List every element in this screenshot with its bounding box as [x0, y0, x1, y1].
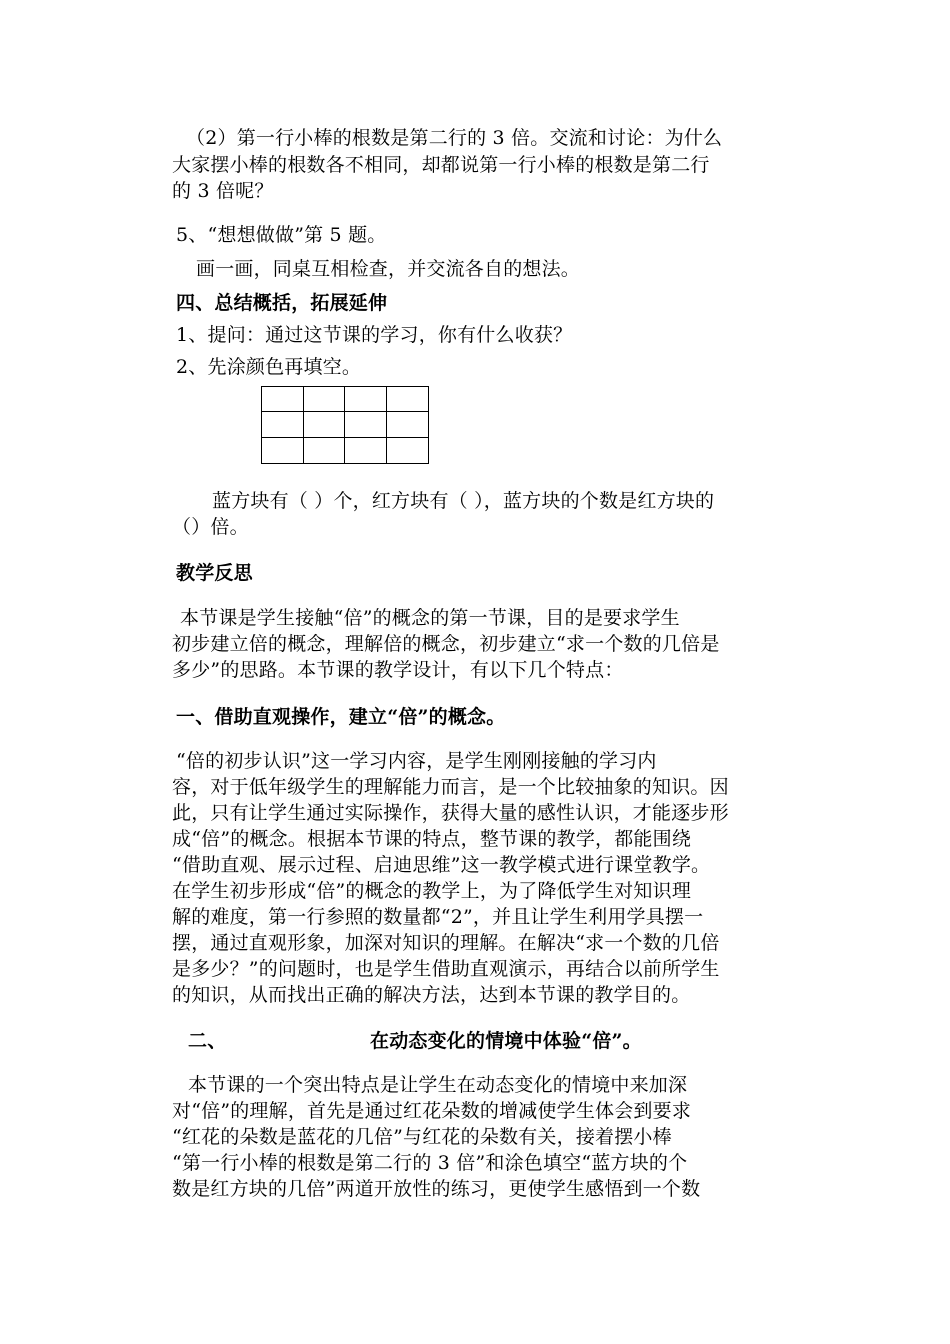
paragraph-line: 摆，通过直观形象，加深对知识的理解。在解决“求一个数的几倍: [172, 932, 720, 954]
paragraph-line: 是多少？”的问题时，也是学生借助直观演示，再结合以前所学生: [172, 958, 720, 980]
reflection-heading: 教学反思: [176, 562, 253, 584]
paragraph-line: “第一行小棒的根数是第二行的 3 倍”和涂色填空“蓝方块的个: [172, 1152, 688, 1174]
fill-in-line: 蓝方块有（ ）个，红方块有（ ），蓝方块的个数是红方块的: [212, 490, 715, 512]
exercise-instruction: 画一画，同桌互相检查，并交流各自的想法。: [196, 258, 581, 280]
grid-cell: [387, 438, 429, 463]
paragraph-line: 的知识，从而找出正确的解决方法，达到本节课的教学目的。: [172, 984, 691, 1006]
grid-cell: [345, 438, 387, 463]
paragraph-line: 此，只有让学生通过实际操作，获得大量的感性认识，才能逐步形: [172, 802, 729, 824]
point-number: 二、: [188, 1030, 227, 1052]
paragraph-line: 大家摆小棒的根数各不相同，却都说第一行小棒的根数是第二行: [172, 154, 710, 176]
coloring-grid: [261, 386, 429, 464]
paragraph-line: 成“倍”的概念。根据本节课的特点，整节课的教学，都能围绕: [172, 828, 692, 850]
paragraph-line: 本节课是学生接触“倍”的概念的第一节课，目的是要求学生: [180, 607, 680, 629]
point-heading: 一、借助直观操作，建立“倍”的概念。: [176, 706, 506, 728]
paragraph-line: 多少”的思路。本节课的教学设计，有以下几个特点：: [172, 659, 624, 681]
paragraph-line: 的 3 倍呢？: [172, 180, 274, 202]
fill-in-line: （）倍。: [172, 516, 249, 538]
paragraph-line: 对“倍”的理解，首先是通过红花朵数的增减使学生体会到要求: [172, 1100, 692, 1122]
grid-cell: [262, 438, 304, 463]
grid-cell: [304, 412, 346, 437]
paragraph-line: 本节课的一个突出特点是让学生在动态变化的情境中来加深: [188, 1074, 688, 1096]
grid-cell: [387, 387, 429, 412]
paragraph-line: （2）第一行小棒的根数是第二行的 3 倍。交流和讨论：为什么: [186, 127, 723, 149]
paragraph-line: 解的难度，第一行参照的数量都“2”，并且让学生利用学具摆一: [172, 906, 704, 928]
grid-cell: [262, 412, 304, 437]
grid-cell: [345, 387, 387, 412]
paragraph-line: 初步建立倍的概念，理解倍的概念，初步建立“求一个数的几倍是: [172, 633, 720, 655]
grid-cell: [387, 412, 429, 437]
question-item: 1、提问：通过这节课的学习，你有什么收获？: [176, 324, 573, 346]
paragraph-line: 数是红方块的几倍”两道开放性的练习，更使学生感悟到一个数: [172, 1178, 701, 1200]
section-heading: 四、总结概括，拓展延伸: [176, 292, 388, 314]
grid-cell: [304, 387, 346, 412]
paragraph-line: “借助直观、展示过程、启迪思维”这一教学模式进行课堂教学。: [172, 854, 711, 876]
point-heading: 在动态变化的情境中体验“倍”。: [370, 1030, 642, 1052]
grid-cell: [304, 438, 346, 463]
paragraph-line: 容，对于低年级学生的理解能力而言，是一个比较抽象的知识。因: [172, 776, 729, 798]
paragraph-line: “红花的朵数是蓝花的几倍”与红花的朵数有关，接着摆小棒: [172, 1126, 672, 1148]
grid-cell: [262, 387, 304, 412]
question-item: 2、先涂颜色再填空。: [176, 356, 362, 378]
paragraph-line: 在学生初步形成“倍”的概念的教学上，为了降低学生对知识理: [172, 880, 692, 902]
exercise-item: 5、“想想做做”第 5 题。: [176, 224, 387, 246]
paragraph-line: “倍的初步认识”这一学习内容，是学生刚刚接触的学习内: [176, 750, 657, 772]
grid-cell: [345, 412, 387, 437]
